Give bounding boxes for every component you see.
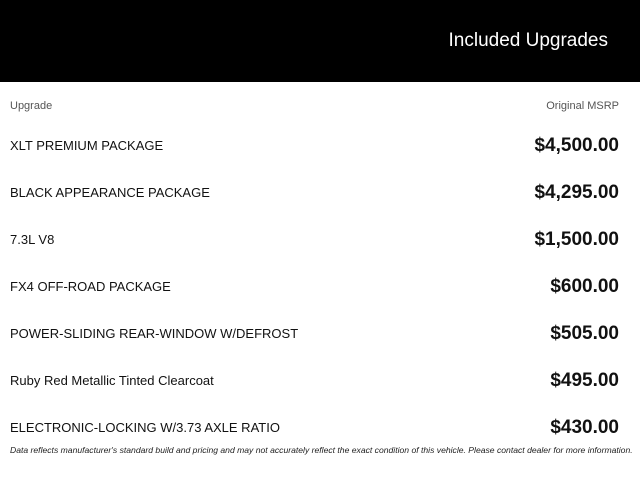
upgrade-column-header: Upgrade xyxy=(10,100,53,112)
list-item xyxy=(10,169,619,216)
list-item xyxy=(10,216,619,263)
list-item xyxy=(10,357,619,404)
upgrade-name: POWER-SLIDING REAR-WINDOW W/DEFROST xyxy=(10,325,299,341)
upgrade-name: 7.3L V8 xyxy=(10,231,55,247)
upgrade-price: $4,295.00 xyxy=(534,181,619,203)
disclaimer-text: Data reflects manufacturer's standard build and pricing and may not accurately reflect the exact condition of this vehicle. Please contact dealer for more information. xyxy=(10,445,633,455)
upgrade-price: $495.00 xyxy=(550,369,619,391)
upgrade-name: ELECTRONIC-LOCKING W/3.73 AXLE RATIO xyxy=(10,419,280,435)
upgrade-name: FX4 OFF-ROAD PACKAGE xyxy=(10,278,171,294)
upgrade-price: $600.00 xyxy=(550,275,619,297)
msrp-column-header: Original MSRP xyxy=(546,100,619,112)
upgrade-price: $505.00 xyxy=(550,322,619,344)
header-bar xyxy=(0,0,640,82)
column-headers xyxy=(10,99,619,113)
list-item xyxy=(10,310,619,357)
page-title: Included Upgrades xyxy=(448,30,608,51)
upgrade-name: BLACK APPEARANCE PACKAGE xyxy=(10,184,210,200)
upgrade-price: $430.00 xyxy=(550,416,619,438)
upgrade-price: $4,500.00 xyxy=(534,134,619,156)
upgrades-list xyxy=(10,122,619,451)
list-item xyxy=(10,122,619,169)
upgrade-price: $1,500.00 xyxy=(534,228,619,250)
upgrade-name: Ruby Red Metallic Tinted Clearcoat xyxy=(10,372,214,388)
list-item xyxy=(10,263,619,310)
upgrade-name: XLT PREMIUM PACKAGE xyxy=(10,137,164,153)
